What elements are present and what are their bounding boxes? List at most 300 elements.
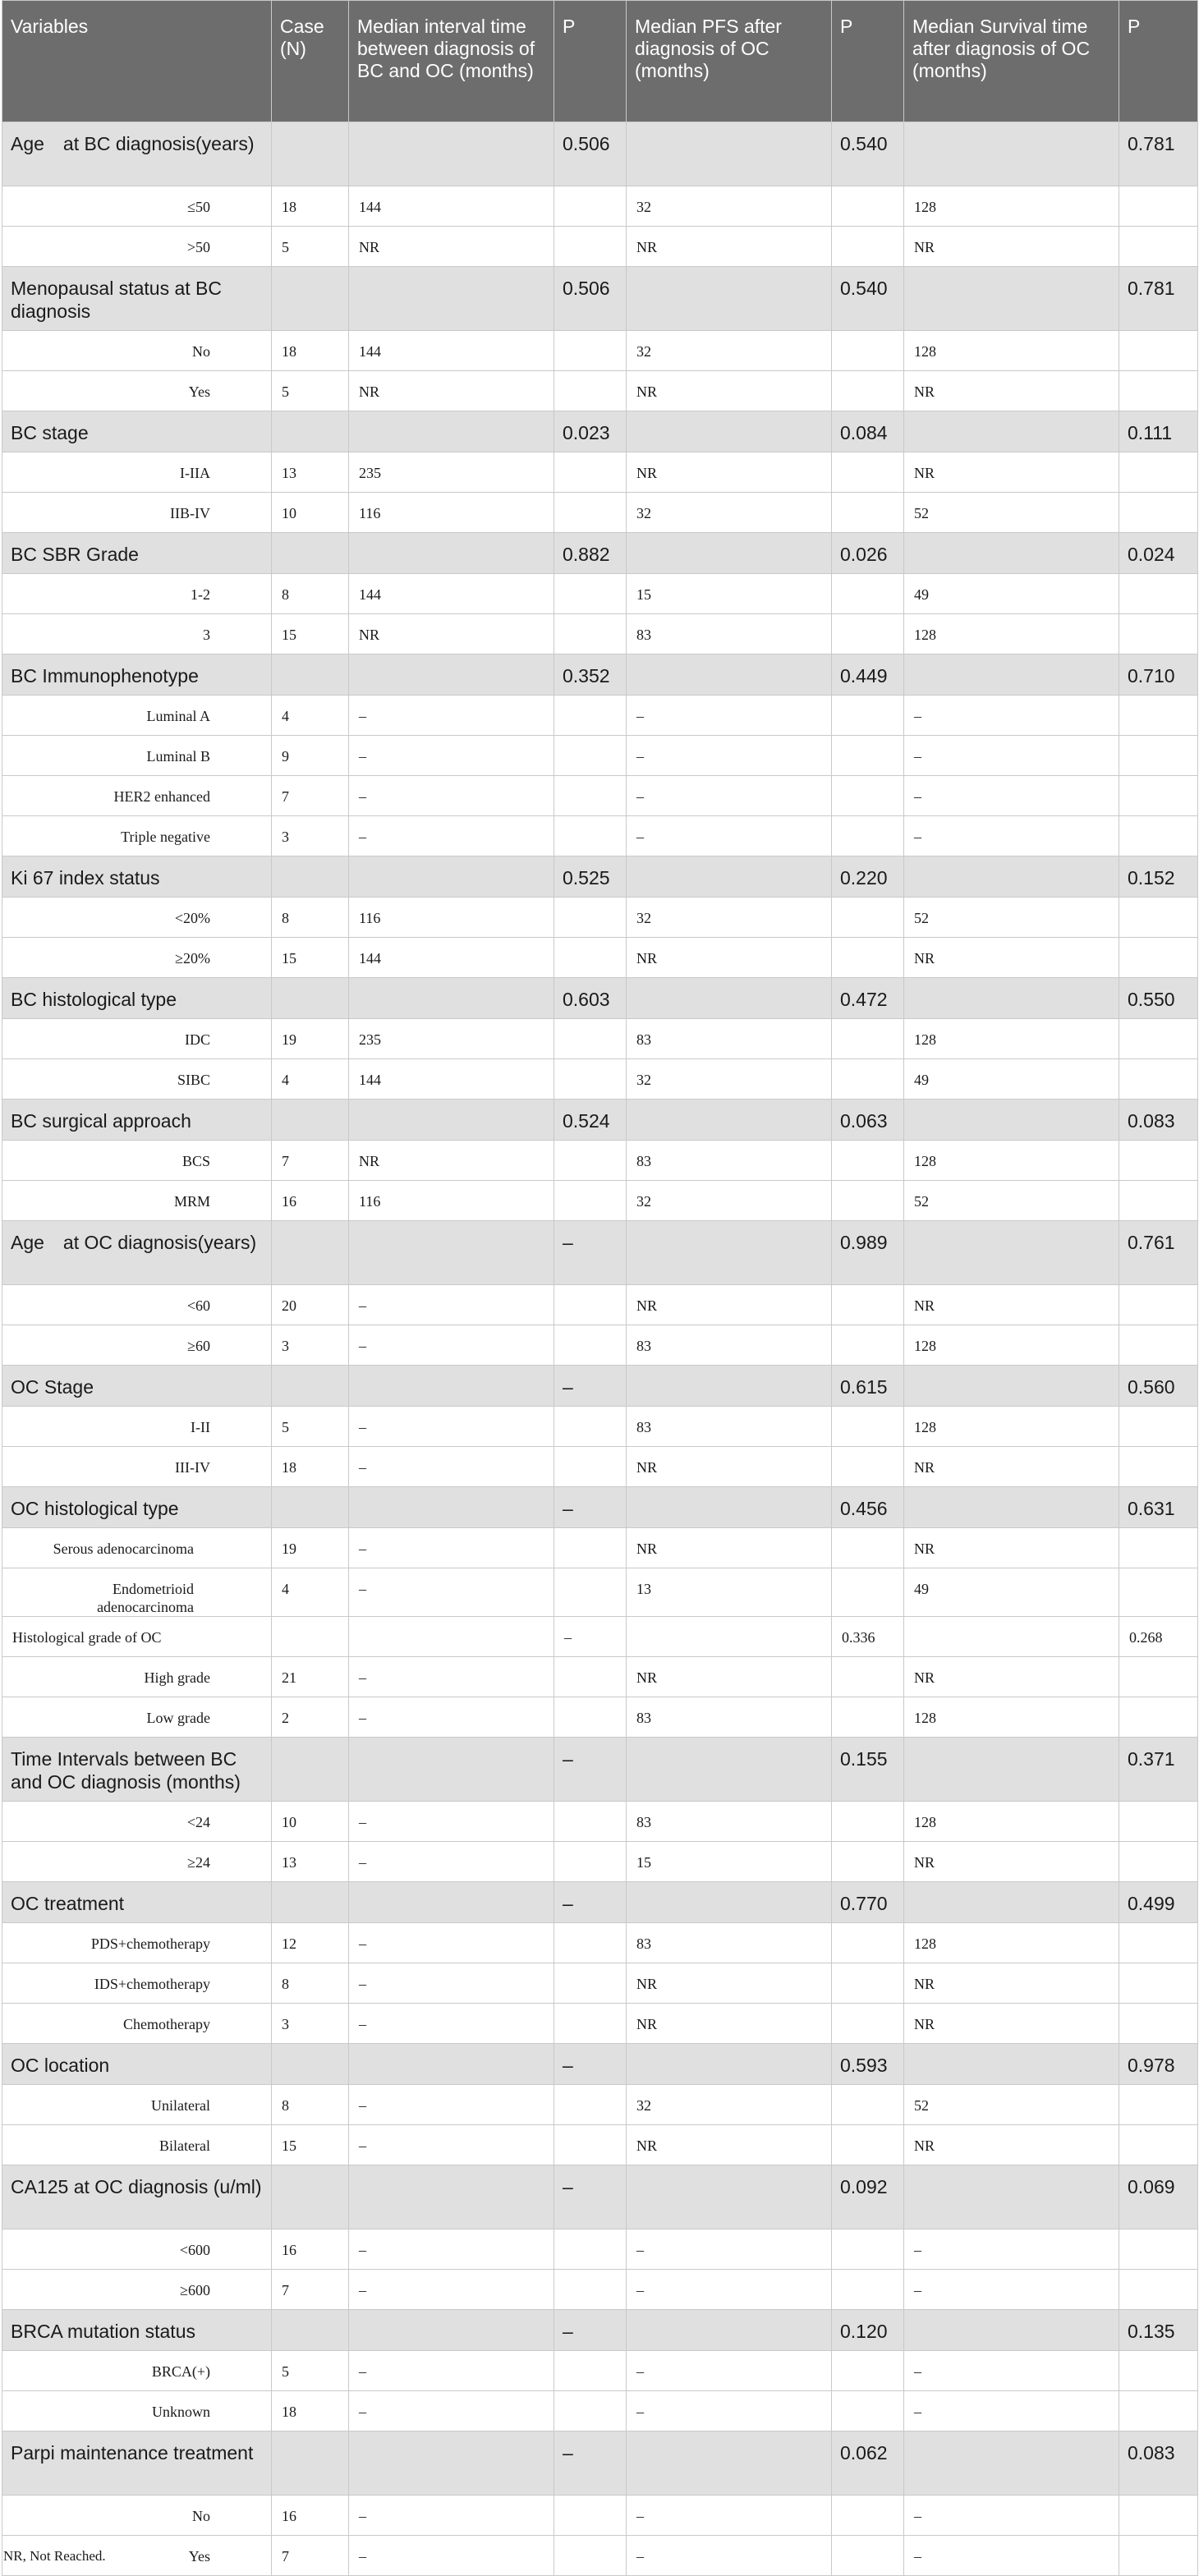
p-pfs-cell: 0.220 bbox=[832, 856, 904, 898]
pfs-cell bbox=[627, 1738, 832, 1802]
p-interval-cell bbox=[554, 1528, 627, 1568]
p-survival-cell bbox=[1119, 898, 1198, 938]
survival-cell bbox=[904, 122, 1119, 186]
survival-cell bbox=[904, 1221, 1119, 1285]
survival-value: 128 bbox=[904, 186, 1119, 227]
interval-cell bbox=[349, 1882, 554, 1923]
p-survival-cell: 0.024 bbox=[1119, 533, 1198, 574]
p-survival-cell: 0.978 bbox=[1119, 2044, 1198, 2085]
header-p-interval: P bbox=[554, 1, 627, 122]
case-cell bbox=[272, 533, 349, 574]
pfs-value: 15 bbox=[627, 574, 832, 614]
row-label: Triple negative bbox=[2, 816, 272, 856]
table-body bbox=[2, 122, 1198, 2576]
p-pfs-cell bbox=[832, 614, 904, 654]
p-interval-cell bbox=[554, 776, 627, 816]
section-row bbox=[2, 2044, 1198, 2085]
case-count: 9 bbox=[272, 736, 349, 776]
p-survival-cell bbox=[1119, 2391, 1198, 2431]
p-pfs-cell bbox=[832, 1285, 904, 1325]
section-row bbox=[2, 2431, 1198, 2496]
table-row bbox=[2, 574, 1198, 614]
interval-cell bbox=[349, 2044, 554, 2085]
section-title: BRCA mutation status bbox=[2, 2310, 272, 2351]
case-cell bbox=[272, 2431, 349, 2496]
pfs-value: – bbox=[627, 696, 832, 736]
interval-value: 235 bbox=[349, 1019, 554, 1059]
survival-value: – bbox=[904, 816, 1119, 856]
case-count: 12 bbox=[272, 1923, 349, 1963]
case-count: 4 bbox=[272, 1568, 349, 1617]
table-row bbox=[2, 1528, 1198, 1568]
table-row bbox=[2, 1657, 1198, 1697]
case-count: 7 bbox=[272, 2270, 349, 2310]
survival-value: 128 bbox=[904, 1325, 1119, 1366]
survival-value: – bbox=[904, 736, 1119, 776]
p-pfs-cell bbox=[832, 1141, 904, 1181]
case-count: 3 bbox=[272, 2004, 349, 2044]
p-interval-cell bbox=[554, 1141, 627, 1181]
p-interval-cell bbox=[554, 1802, 627, 1842]
p-interval-cell bbox=[554, 2536, 627, 2576]
p-survival-cell bbox=[1119, 1181, 1198, 1221]
row-label: <60 bbox=[2, 1285, 272, 1325]
p-pfs-cell bbox=[832, 2125, 904, 2165]
p-pfs-cell bbox=[832, 938, 904, 978]
pfs-value: 32 bbox=[627, 898, 832, 938]
interval-value: – bbox=[349, 1325, 554, 1366]
survival-value: – bbox=[904, 2270, 1119, 2310]
section-title: BC stage bbox=[2, 411, 272, 452]
p-survival-cell bbox=[1119, 2229, 1198, 2270]
table-row bbox=[2, 331, 1198, 371]
p-survival-cell bbox=[1119, 938, 1198, 978]
pfs-value: NR bbox=[627, 938, 832, 978]
case-cell bbox=[272, 654, 349, 696]
p-pfs-cell bbox=[832, 1923, 904, 1963]
header-p-pfs: P bbox=[832, 1, 904, 122]
case-cell bbox=[272, 856, 349, 898]
table-row bbox=[2, 898, 1198, 938]
p-interval-cell: – bbox=[554, 2165, 627, 2229]
interval-value: – bbox=[349, 2125, 554, 2165]
row-label: Low grade bbox=[2, 1697, 272, 1738]
interval-value: – bbox=[349, 1923, 554, 1963]
survival-cell bbox=[904, 533, 1119, 574]
p-survival-cell bbox=[1119, 1407, 1198, 1447]
survival-value: 128 bbox=[904, 1923, 1119, 1963]
p-pfs-cell: 0.155 bbox=[832, 1738, 904, 1802]
section-row bbox=[2, 1487, 1198, 1528]
pfs-value: 83 bbox=[627, 1407, 832, 1447]
pfs-value: 32 bbox=[627, 331, 832, 371]
survival-value: 49 bbox=[904, 574, 1119, 614]
interval-cell bbox=[349, 978, 554, 1019]
p-interval-cell bbox=[554, 2270, 627, 2310]
survival-cell bbox=[904, 267, 1119, 331]
section-title: Time Intervals between BC and OC diagnosis (months) bbox=[2, 1738, 272, 1802]
pfs-value: 83 bbox=[627, 1802, 832, 1842]
table-row bbox=[2, 736, 1198, 776]
survival-cell bbox=[904, 1882, 1119, 1923]
row-label: PDS+chemotherapy bbox=[2, 1923, 272, 1963]
p-pfs-cell: 0.540 bbox=[832, 267, 904, 331]
p-survival-cell bbox=[1119, 2004, 1198, 2044]
p-pfs-cell bbox=[832, 452, 904, 493]
survival-value: – bbox=[904, 2351, 1119, 2391]
table-row bbox=[2, 452, 1198, 493]
pfs-cell bbox=[627, 533, 832, 574]
p-survival-cell bbox=[1119, 1963, 1198, 2004]
row-label: ≥600 bbox=[2, 2270, 272, 2310]
p-interval-cell bbox=[554, 2004, 627, 2044]
section-title: Histological grade of OC bbox=[2, 1617, 272, 1657]
survival-value: 128 bbox=[904, 1697, 1119, 1738]
interval-value: – bbox=[349, 2229, 554, 2270]
row-label: ≥60 bbox=[2, 1325, 272, 1366]
pfs-cell bbox=[627, 1366, 832, 1407]
interval-cell bbox=[349, 2310, 554, 2351]
survival-value: 52 bbox=[904, 898, 1119, 938]
survival-cell bbox=[904, 856, 1119, 898]
p-survival-cell bbox=[1119, 452, 1198, 493]
p-interval-cell bbox=[554, 1657, 627, 1697]
pfs-cell bbox=[627, 2044, 832, 2085]
p-interval-cell bbox=[554, 2351, 627, 2391]
p-interval-cell bbox=[554, 614, 627, 654]
survival-value: – bbox=[904, 696, 1119, 736]
interval-value: NR bbox=[349, 614, 554, 654]
interval-value: – bbox=[349, 816, 554, 856]
header-survival: Median Survival time after diagnosis of OC (months) bbox=[904, 1, 1119, 122]
pfs-value: NR bbox=[627, 371, 832, 411]
p-survival-cell: 0.268 bbox=[1119, 1617, 1198, 1657]
pfs-value: NR bbox=[627, 1963, 832, 2004]
p-interval-cell bbox=[554, 938, 627, 978]
p-interval-cell: 0.506 bbox=[554, 122, 627, 186]
table-row bbox=[2, 1447, 1198, 1487]
p-interval-cell bbox=[554, 1697, 627, 1738]
p-survival-cell bbox=[1119, 1285, 1198, 1325]
row-label: HER2 enhanced bbox=[2, 776, 272, 816]
survival-cell bbox=[904, 2310, 1119, 2351]
case-cell bbox=[272, 1221, 349, 1285]
interval-cell bbox=[349, 411, 554, 452]
section-row bbox=[2, 533, 1198, 574]
row-label: No bbox=[2, 331, 272, 371]
table-row bbox=[2, 493, 1198, 533]
interval-value: – bbox=[349, 776, 554, 816]
survival-value: NR bbox=[904, 371, 1119, 411]
p-pfs-cell bbox=[832, 776, 904, 816]
case-count: 8 bbox=[272, 1963, 349, 2004]
row-label: BRCA(+) bbox=[2, 2351, 272, 2391]
case-count: 19 bbox=[272, 1019, 349, 1059]
p-survival-cell: 0.781 bbox=[1119, 122, 1198, 186]
p-interval-cell bbox=[554, 1923, 627, 1963]
p-survival-cell bbox=[1119, 1528, 1198, 1568]
row-label: Chemotherapy bbox=[2, 2004, 272, 2044]
section-row bbox=[2, 1100, 1198, 1141]
survival-value: 128 bbox=[904, 1802, 1119, 1842]
row-label: 1-2 bbox=[2, 574, 272, 614]
table-row bbox=[2, 2496, 1198, 2536]
p-pfs-cell: 0.770 bbox=[832, 1882, 904, 1923]
p-interval-cell bbox=[554, 331, 627, 371]
section-title: Age at OC diagnosis(years) bbox=[2, 1221, 272, 1285]
interval-value: – bbox=[349, 2085, 554, 2125]
case-count: 18 bbox=[272, 331, 349, 371]
p-pfs-cell bbox=[832, 1181, 904, 1221]
survival-value: NR bbox=[904, 227, 1119, 267]
table-row bbox=[2, 2085, 1198, 2125]
p-interval-cell bbox=[554, 1059, 627, 1100]
p-pfs-cell: 0.449 bbox=[832, 654, 904, 696]
p-survival-cell bbox=[1119, 574, 1198, 614]
case-cell bbox=[272, 267, 349, 331]
pfs-value: – bbox=[627, 736, 832, 776]
pfs-value: 83 bbox=[627, 614, 832, 654]
case-cell bbox=[272, 122, 349, 186]
survival-value: – bbox=[904, 2496, 1119, 2536]
pfs-value: NR bbox=[627, 2125, 832, 2165]
p-pfs-cell bbox=[832, 493, 904, 533]
row-label: <600 bbox=[2, 2229, 272, 2270]
row-label: Endometrioid adenocarcinoma bbox=[2, 1568, 272, 1617]
pfs-cell bbox=[627, 1617, 832, 1657]
p-interval-cell bbox=[554, 2496, 627, 2536]
survival-value: NR bbox=[904, 1963, 1119, 2004]
case-count: 8 bbox=[272, 2085, 349, 2125]
pfs-value: NR bbox=[627, 1447, 832, 1487]
survival-value: – bbox=[904, 2391, 1119, 2431]
p-interval-cell bbox=[554, 1407, 627, 1447]
pfs-value: 32 bbox=[627, 1059, 832, 1100]
row-label: <20% bbox=[2, 898, 272, 938]
case-count: 15 bbox=[272, 2125, 349, 2165]
table-row bbox=[2, 1019, 1198, 1059]
case-count: 13 bbox=[272, 1842, 349, 1882]
table-row bbox=[2, 1325, 1198, 1366]
interval-value: – bbox=[349, 736, 554, 776]
case-cell bbox=[272, 2165, 349, 2229]
case-count: 3 bbox=[272, 1325, 349, 1366]
p-interval-cell: 0.603 bbox=[554, 978, 627, 1019]
pfs-value: 83 bbox=[627, 1697, 832, 1738]
section-title: OC location bbox=[2, 2044, 272, 2085]
section-title: BC surgical approach bbox=[2, 1100, 272, 1141]
case-count: 16 bbox=[272, 1181, 349, 1221]
table-row bbox=[2, 816, 1198, 856]
pfs-cell bbox=[627, 1487, 832, 1528]
section-row bbox=[2, 1617, 1198, 1657]
p-survival-cell: 0.135 bbox=[1119, 2310, 1198, 2351]
p-interval-cell: – bbox=[554, 2044, 627, 2085]
header-interval: Median interval time between diagnosis of BC and OC (months) bbox=[349, 1, 554, 122]
section-title: OC treatment bbox=[2, 1882, 272, 1923]
p-interval-cell bbox=[554, 898, 627, 938]
p-survival-cell: 0.111 bbox=[1119, 411, 1198, 452]
survival-value: NR bbox=[904, 1657, 1119, 1697]
table-row bbox=[2, 371, 1198, 411]
case-count: 7 bbox=[272, 1141, 349, 1181]
pfs-value: 13 bbox=[627, 1568, 832, 1617]
interval-cell bbox=[349, 1617, 554, 1657]
case-cell bbox=[272, 2044, 349, 2085]
p-interval-cell: – bbox=[554, 1882, 627, 1923]
p-pfs-cell bbox=[832, 574, 904, 614]
case-cell bbox=[272, 1617, 349, 1657]
case-count: 5 bbox=[272, 2351, 349, 2391]
p-interval-cell bbox=[554, 1019, 627, 1059]
p-survival-cell: 0.550 bbox=[1119, 978, 1198, 1019]
case-count: 10 bbox=[272, 1802, 349, 1842]
section-row bbox=[2, 654, 1198, 696]
case-cell bbox=[272, 1738, 349, 1802]
p-survival-cell bbox=[1119, 1842, 1198, 1882]
p-interval-cell bbox=[554, 1181, 627, 1221]
row-label: Serous adenocarcinoma bbox=[2, 1528, 272, 1568]
p-pfs-cell bbox=[832, 2351, 904, 2391]
interval-value: – bbox=[349, 1657, 554, 1697]
p-survival-cell: 0.371 bbox=[1119, 1738, 1198, 1802]
survival-value: NR bbox=[904, 938, 1119, 978]
pfs-cell bbox=[627, 978, 832, 1019]
case-cell bbox=[272, 411, 349, 452]
case-count: 4 bbox=[272, 696, 349, 736]
p-survival-cell bbox=[1119, 186, 1198, 227]
p-interval-cell bbox=[554, 371, 627, 411]
p-pfs-cell bbox=[832, 1447, 904, 1487]
p-survival-cell bbox=[1119, 2496, 1198, 2536]
p-pfs-cell: 0.062 bbox=[832, 2431, 904, 2496]
header-p-survival: P bbox=[1119, 1, 1198, 122]
p-survival-cell: 0.499 bbox=[1119, 1882, 1198, 1923]
section-row bbox=[2, 1738, 1198, 1802]
survival-value: NR bbox=[904, 1842, 1119, 1882]
p-pfs-cell bbox=[832, 2085, 904, 2125]
p-survival-cell bbox=[1119, 816, 1198, 856]
pfs-cell bbox=[627, 122, 832, 186]
row-label: Yes bbox=[2, 2536, 272, 2576]
p-survival-cell: 0.069 bbox=[1119, 2165, 1198, 2229]
p-interval-cell bbox=[554, 574, 627, 614]
row-label: ≥20% bbox=[2, 938, 272, 978]
interval-cell bbox=[349, 1366, 554, 1407]
pfs-cell bbox=[627, 856, 832, 898]
survival-value: NR bbox=[904, 1447, 1119, 1487]
p-interval-cell: – bbox=[554, 1487, 627, 1528]
section-title: OC histological type bbox=[2, 1487, 272, 1528]
p-interval-cell: – bbox=[554, 2431, 627, 2496]
interval-value: – bbox=[349, 1407, 554, 1447]
survival-value: NR bbox=[904, 2004, 1119, 2044]
case-count: 16 bbox=[272, 2496, 349, 2536]
p-survival-cell bbox=[1119, 1141, 1198, 1181]
p-interval-cell: – bbox=[554, 1738, 627, 1802]
table-row bbox=[2, 776, 1198, 816]
case-cell bbox=[272, 1366, 349, 1407]
survival-value: NR bbox=[904, 1528, 1119, 1568]
row-label: High grade bbox=[2, 1657, 272, 1697]
p-pfs-cell bbox=[832, 2536, 904, 2576]
p-survival-cell bbox=[1119, 2351, 1198, 2391]
pfs-value: 83 bbox=[627, 1325, 832, 1366]
row-label: 3 bbox=[2, 614, 272, 654]
p-interval-cell: – bbox=[554, 2310, 627, 2351]
pfs-cell bbox=[627, 2165, 832, 2229]
table-row bbox=[2, 1141, 1198, 1181]
row-label: IIB-IV bbox=[2, 493, 272, 533]
section-title: BC SBR Grade bbox=[2, 533, 272, 574]
pfs-value: 15 bbox=[627, 1842, 832, 1882]
survival-value: 128 bbox=[904, 1141, 1119, 1181]
interval-value: – bbox=[349, 2270, 554, 2310]
results-table bbox=[2, 0, 1198, 2576]
p-interval-cell bbox=[554, 186, 627, 227]
pfs-value: NR bbox=[627, 1528, 832, 1568]
interval-value: 144 bbox=[349, 331, 554, 371]
p-survival-cell bbox=[1119, 1923, 1198, 1963]
pfs-value: 83 bbox=[627, 1141, 832, 1181]
interval-value: – bbox=[349, 696, 554, 736]
table-footnote: NR, Not Reached. bbox=[3, 2548, 106, 2564]
p-pfs-cell: 0.092 bbox=[832, 2165, 904, 2229]
p-pfs-cell: 0.615 bbox=[832, 1366, 904, 1407]
interval-value: – bbox=[349, 2004, 554, 2044]
table-row bbox=[2, 614, 1198, 654]
p-interval-cell bbox=[554, 2391, 627, 2431]
interval-value: – bbox=[349, 1963, 554, 2004]
section-title: OC Stage bbox=[2, 1366, 272, 1407]
interval-value: – bbox=[349, 1842, 554, 1882]
case-count: 21 bbox=[272, 1657, 349, 1697]
survival-value: 49 bbox=[904, 1059, 1119, 1100]
pfs-cell bbox=[627, 411, 832, 452]
row-label: Luminal A bbox=[2, 696, 272, 736]
interval-value: – bbox=[349, 1447, 554, 1487]
row-label: BCS bbox=[2, 1141, 272, 1181]
section-row bbox=[2, 122, 1198, 186]
interval-value: – bbox=[349, 2536, 554, 2576]
table-row bbox=[2, 1963, 1198, 2004]
case-count: 3 bbox=[272, 816, 349, 856]
table-row bbox=[2, 2391, 1198, 2431]
pfs-value: 32 bbox=[627, 186, 832, 227]
pfs-value: – bbox=[627, 2536, 832, 2576]
interval-value: – bbox=[349, 1802, 554, 1842]
interval-value: NR bbox=[349, 1141, 554, 1181]
case-count: 2 bbox=[272, 1697, 349, 1738]
p-survival-cell bbox=[1119, 371, 1198, 411]
p-interval-cell bbox=[554, 1325, 627, 1366]
p-interval-cell bbox=[554, 493, 627, 533]
p-survival-cell bbox=[1119, 1059, 1198, 1100]
pfs-cell bbox=[627, 2431, 832, 2496]
pfs-value: – bbox=[627, 2229, 832, 2270]
p-survival-cell bbox=[1119, 736, 1198, 776]
p-pfs-cell bbox=[832, 1407, 904, 1447]
survival-value: NR bbox=[904, 452, 1119, 493]
p-interval-cell: – bbox=[554, 1617, 627, 1657]
survival-value: NR bbox=[904, 1285, 1119, 1325]
case-count: 5 bbox=[272, 1407, 349, 1447]
header-variables: Variables bbox=[2, 1, 272, 122]
pfs-value: NR bbox=[627, 1285, 832, 1325]
case-count: 15 bbox=[272, 614, 349, 654]
p-interval-cell: 0.506 bbox=[554, 267, 627, 331]
interval-value: – bbox=[349, 1697, 554, 1738]
